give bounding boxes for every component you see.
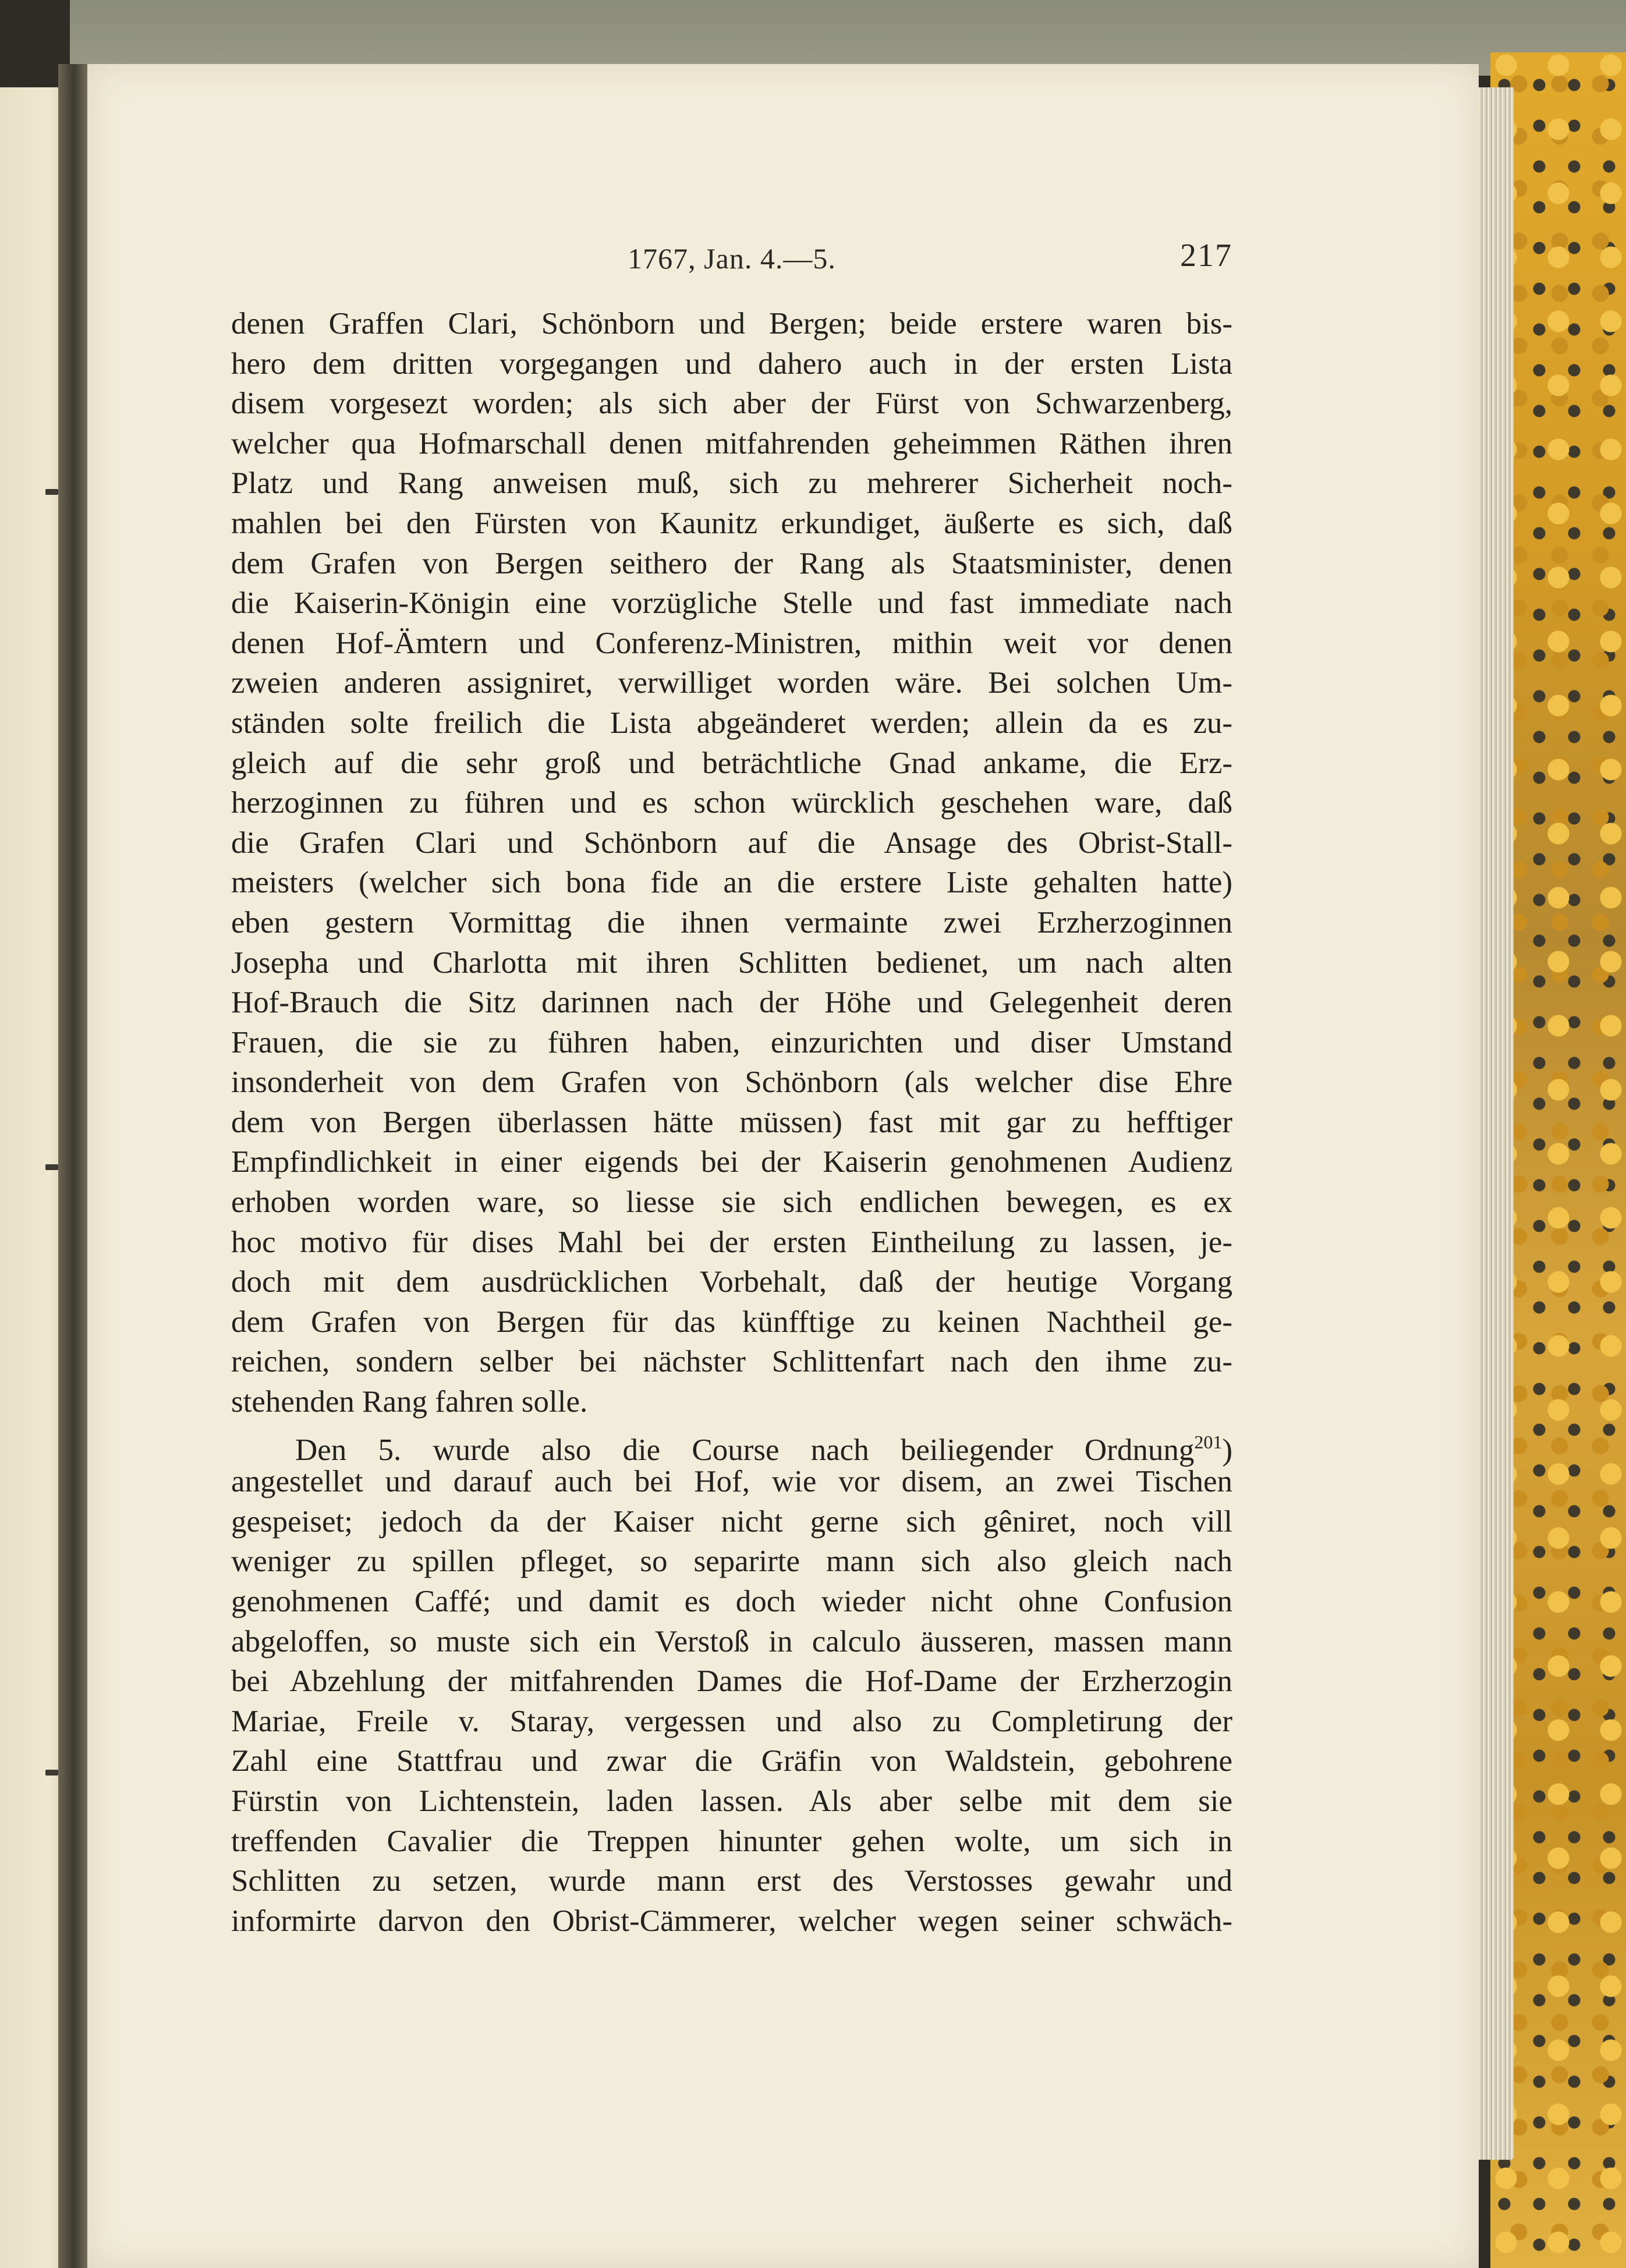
text-line: mahlen bei den Fürsten von Kaunitz erkundiget, äußerte es sich, daß <box>231 506 1232 540</box>
text-line-with-footnote <box>231 1422 1232 1467</box>
text-line: Empfindlichkeit in einer eigends bei der Kaiserin genohmenen Audienz <box>231 1145 1232 1179</box>
text-line: disem vorgesezt worden; als sich aber der Fürst von Schwarzenberg, <box>231 387 1232 421</box>
text-line: herzoginnen zu führen und es schon würcklich geschehen ware, daß <box>231 786 1232 820</box>
margin-mark <box>45 489 58 495</box>
text-line: gespeiset; jedoch da der Kaiser nicht gerne sich gêniret, noch vill <box>231 1504 1232 1539</box>
text-line: abgeloffen, so muste sich ein Verstoß in calculo äusseren, massen mann <box>231 1624 1232 1659</box>
text-line: meisters (welcher sich bona fide an die erstere Liste gehalten hatte) <box>231 866 1232 900</box>
text-line: Den 5. wurde also die Course nach beiliegender Ordnung <box>295 1433 1195 1467</box>
text-line: hero dem dritten vorgegangen und dahero auch in der ersten Lista <box>231 346 1232 381</box>
text-line: doch mit dem ausdrücklichen Vorbehalt, daß der heutige Vorgang <box>231 1265 1232 1299</box>
text-line: Schlitten zu setzen, wurde mann erst des Verstosses gewahr und <box>231 1864 1232 1898</box>
text-line: dem von Bergen überlassen hätte müssen) fast mit gar zu hefftiger <box>231 1105 1232 1139</box>
text-line: stehenden Rang fahren solle. <box>231 1385 588 1419</box>
page-number: 217 <box>1180 238 1232 274</box>
footnote-reference-suffix: ) <box>1222 1433 1232 1467</box>
text-line: Frauen, die sie zu führen haben, einzurichten und diser Umstand <box>231 1025 1232 1059</box>
text-line: Josepha und Charlotta mit ihren Schlitten bedienet, um nach alten <box>231 945 1232 980</box>
margin-mark <box>45 1164 58 1170</box>
text-line: Mariae, Freile v. Staray, vergessen und also zu Completirung der <box>231 1704 1232 1738</box>
text-line: denen Hof-Ämtern und Conferenz-Ministren, mithin weit vor denen <box>231 626 1232 660</box>
text-line: informirte darvon den Obrist-Cämmerer, welcher wegen seiner schwäch- <box>231 1904 1232 1938</box>
text-line: dem Grafen von Bergen für das künfftige zu keinen Nachtheil ge- <box>231 1305 1232 1339</box>
running-head: 1767, Jan. 4.—5. <box>628 242 836 275</box>
text-line: weniger zu spillen pfleget, so separirte mann sich also gleich nach <box>231 1544 1232 1579</box>
text-line: denen Graffen Clari, Schönborn und Bergen; beide erstere waren bis- <box>231 307 1232 341</box>
text-line: die Grafen Clari und Schönborn auf die Ansage des Obrist-Stall- <box>231 825 1232 860</box>
text-line: insonderheit von dem Grafen von Schönborn (als welcher dise Ehre <box>231 1065 1232 1100</box>
text-line: angestellet und darauf auch bei Hof, wie vor disem, an zwei Tischen <box>231 1465 1232 1499</box>
text-line: erhoben worden ware, so liesse sie sich endlichen bewegen, es ex <box>231 1185 1232 1220</box>
text-line: eben gestern Vormittag die ihnen vermainte zwei Erzherzoginnen <box>231 905 1232 940</box>
text-line: zweien anderen assigniret, verwilliget worden wäre. Bei solchen Um- <box>231 666 1232 700</box>
text-line: Zahl eine Stattfrau und zwar die Gräfin von Waldstein, gebohrene <box>231 1744 1232 1778</box>
paragraph <box>231 1422 1232 1941</box>
text-line: Fürstin von Lichtenstein, laden lassen. Als aber selbe mit dem sie <box>231 1784 1232 1818</box>
text-line: bei Abzehlung der mitfahrenden Dames die Hof-Dame der Erzherzogin <box>231 1664 1232 1699</box>
footnote-reference: 201 <box>1194 1431 1223 1452</box>
margin-mark <box>45 1770 58 1776</box>
text-line: Hof-Brauch die Sitz darinnen nach der Höhe und Gelegenheit deren <box>231 986 1232 1020</box>
page-header <box>231 238 1232 282</box>
text-line: welcher qua Hofmarschall denen mitfahrenden geheimmen Räthen ihren <box>231 426 1232 460</box>
text-line: treffenden Cavalier die Treppen hinunter gehen wolte, um sich in <box>231 1824 1232 1858</box>
text-line: gleich auf die sehr groß und beträchtliche Gnad ankame, die Erz- <box>231 746 1232 780</box>
text-line: ständen solte freilich die Lista abgeänderet werden; allein da es zu- <box>231 706 1232 740</box>
text-line: genohmenen Caffé; und damit es doch wieder nicht ohne Confusion <box>231 1585 1232 1618</box>
paragraph <box>231 304 1232 1422</box>
body-text <box>231 304 1232 1941</box>
text-line: hoc motivo für dises Mahl bei der ersten Eintheilung zu lassen, je- <box>231 1225 1232 1259</box>
text-line: reichen, sondern selber bei nächster Schlittenfart nach den ihme zu- <box>231 1345 1232 1379</box>
text-line: Platz und Rang anweisen muß, sich zu mehrerer Sicherheit noch- <box>231 466 1232 501</box>
text-line: dem Grafen von Bergen seithero der Rang als Staatsminister, denen <box>231 546 1232 580</box>
text-line: die Kaiserin-Königin eine vorzügliche Stelle und fast immediate nach <box>231 586 1232 621</box>
